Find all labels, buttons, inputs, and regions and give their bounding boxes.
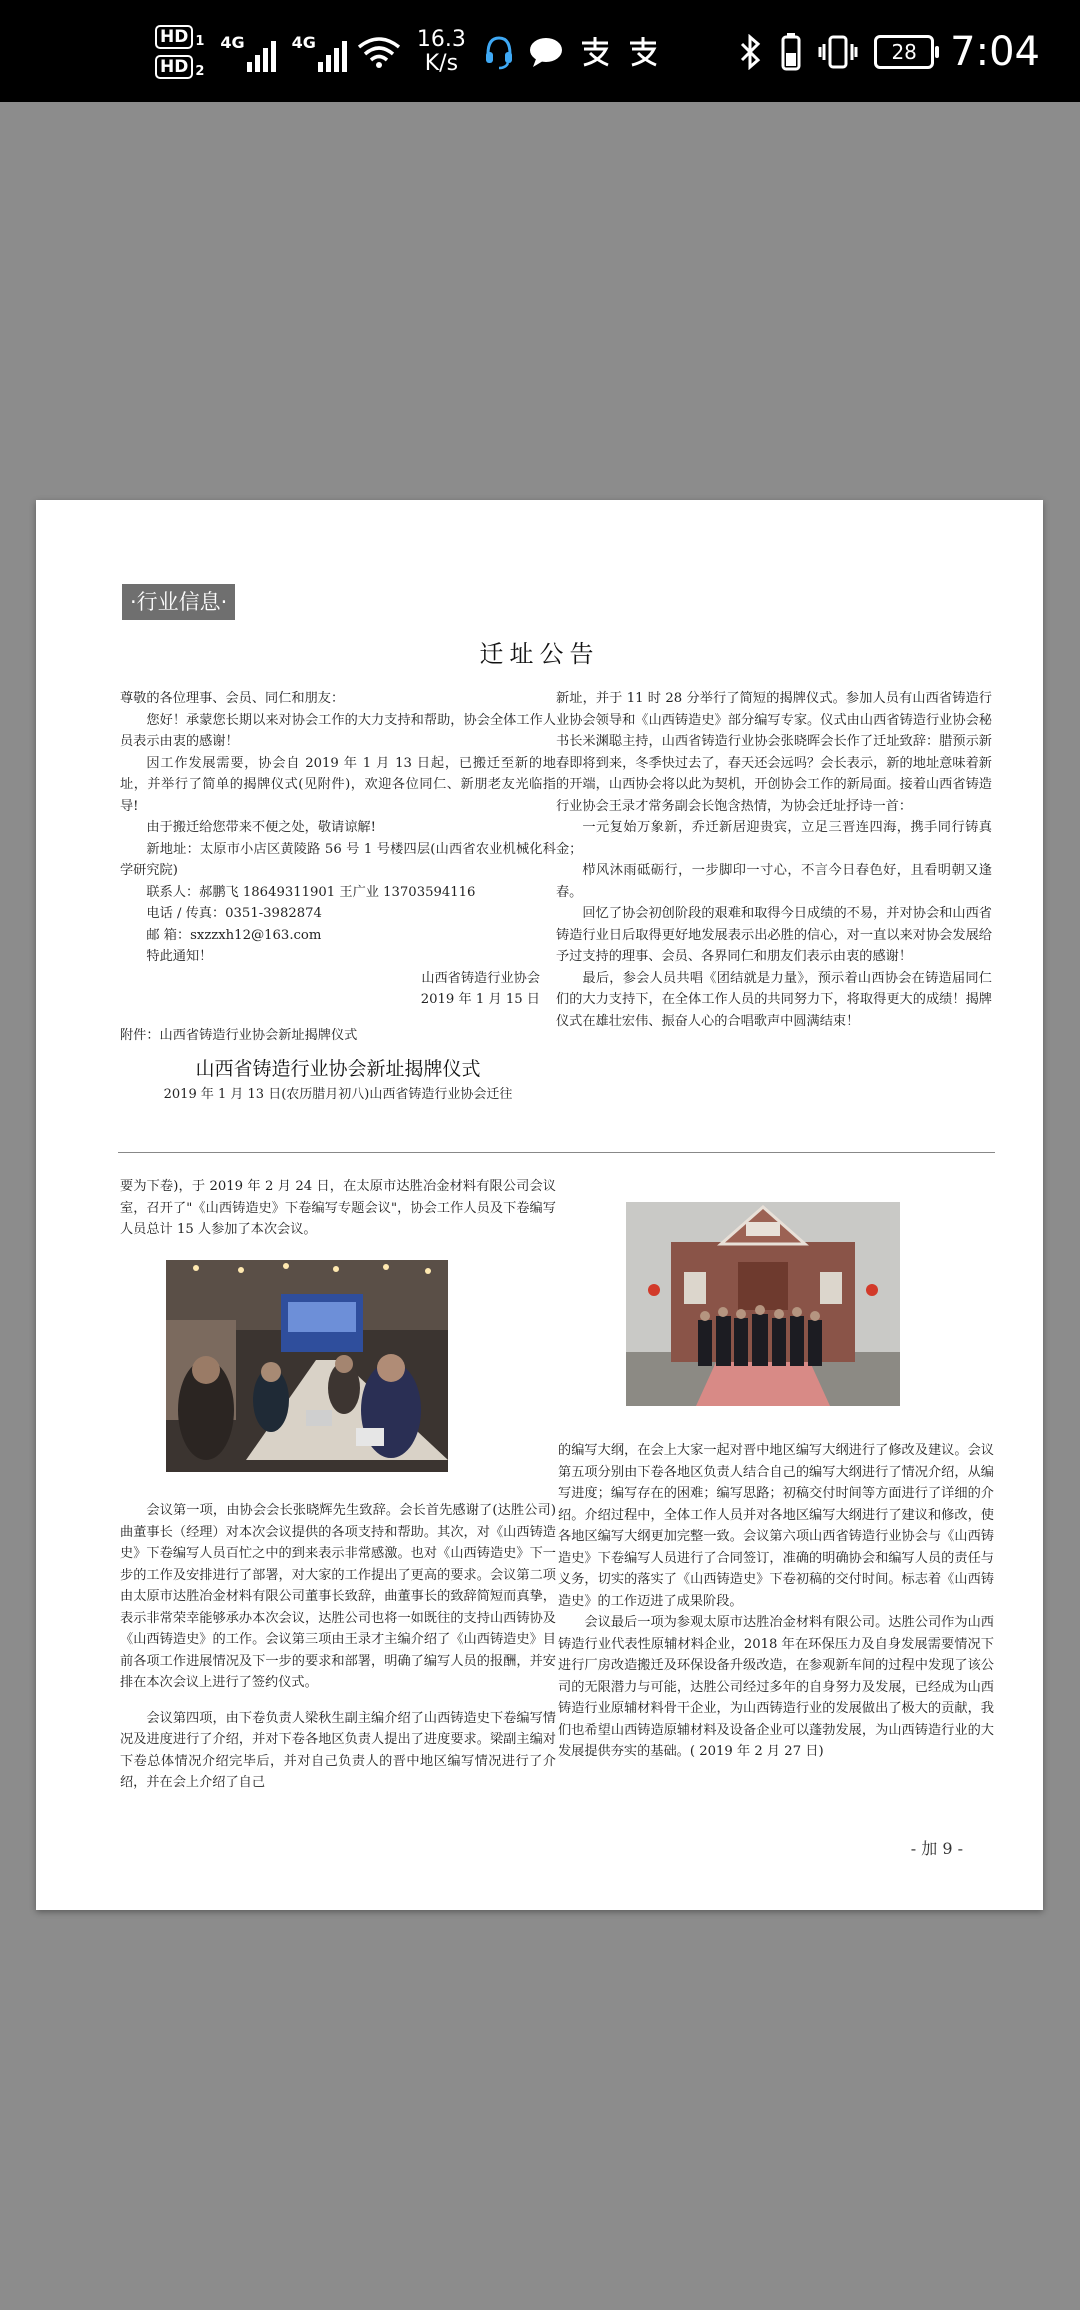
notice-phone: 电话 / 传真：0351-3982874 [146,906,322,921]
meeting-room-image [166,1260,448,1472]
notice-paragraph: 您好！承蒙您长期以来对协会工作的大力支持和帮助，协会全体工作人员表示由衷的感谢！ [120,712,556,749]
notification-icons [484,34,660,70]
status-right [738,22,1040,82]
signal-2 [292,33,347,72]
meeting-right-column [558,1440,994,1763]
clock: 7:04 [950,29,1040,75]
meeting-paragraph: 会议第一项，由协会会长张晓辉先生致辞。会长首先感谢了(达胜公司)曲董事长（经理）对本次会议提供的各项支持和帮助。其次，对《山西铸造史》下卷编写人员百忙之中的到来表示非常感激。也对《山西铸造史》下一步的工作及安排进行了部署，对大家的工作提出了更高的要求。会议第二项由太原市达胜冶金材料有限公司董事长致辞，曲董事长的致辞简短而真挚，表示非常荣幸能够承办本次会议，达胜公司也将一如既往的支持山西铸协及《山西铸造史》的工作。会议第三项由王录才主编介绍了《山西铸造史》目前各项工作进展情况及下一步的要求和部署，明确了编写人员的报酬，并安排在本次会议上进行了签约仪式。 [120,1503,556,1690]
notice-greeting: 尊敬的各位理事、会员、同仁和朋友： [120,691,345,706]
ceremony-poem-line: 一元复始万象新，乔迁新居迎贵宾，立足三晋连四海，携手同行铸真金； [556,820,992,857]
battery-level: 28 [891,40,917,64]
status-left [155,22,660,82]
group-photo-image [626,1202,900,1406]
ceremony-paragraph: 新址，并于 11 时 28 分举行了简短的揭牌仪式。参加人员有山西省铸造行业协会领导和《山西铸造史》部分编写专家。仪式由山西省铸造行业协会秘书长米渊聪主持，山西省铸造行业协会张晓晖会长作了迁址致辞：腊预示新春即将到来，冬季快过去了，春天还会远吗？会长表示，新的地址意味着新的开端，山西协会将以此为契机，开创协会工作的新局面。接着山西省铸造行业协会王录才常务副会长饱含热情，为协会迁址抒诗一首： [556,691,992,814]
notice-paragraph: 由于搬迁给您带来不便之处，敬请谅解! [146,820,376,835]
speed-unit: K/s [424,51,459,76]
document-page[interactable] [36,500,1043,1910]
notice-date: 2019 年 1 月 15 日 [420,992,540,1007]
status-bar [0,0,1080,102]
hd2-label: HD [155,55,193,79]
alipay-icon [626,35,660,69]
ceremony-date-line: 2019 年 1 月 13 日(农历腊月初八)山西省铸造行业协会迁往 [163,1087,513,1102]
section-badge: ·行业信息· [122,584,235,620]
network-speed [417,28,466,76]
hd2-sub: 2 [195,64,205,79]
signal-1 [220,33,275,72]
notice-attachment: 附件：山西省铸造行业协会新址揭牌仪式 [120,1027,358,1043]
meeting-paragraph: 会议第四项，由下卷负责人梁秋生副主编介绍了山西铸造史下卷编写情况及进度进行了介绍，并对下卷各地区负责人提出了进度要求。梁副主编对下卷总体情况介绍完毕后，并对自己负责人的晋中地区编写情况进行了介绍，并在会上介绍了自己 [120,1710,556,1790]
headset-app-icon [484,34,514,70]
bluetooth-icon [738,34,764,70]
notice-address: 新地址：太原市小店区黄陵路 56 号 1 号楼四层(山西省农业机械化科学研究院) [120,841,556,878]
wifi-icon [357,35,401,69]
hd1-label: HD [155,25,193,49]
meeting-left-column-2 [120,1500,556,1794]
ceremony-title: 山西省铸造行业协会新址揭牌仪式 [195,1058,481,1080]
notice-column [120,688,556,1106]
meeting-paragraph: 会议最后一项为参观太原市达胜冶金材料有限公司。达胜公司作为山西铸造行业代表性原辅材料企业，2018 年在环保压力及自身发展需要情况下进行厂房改造搬迁及环保设备升级改造，在参观新车间的过程中发现了该公司的无限潜力与可能，达胜公司经过多年的自身努力及发展，已经成为山西铸造行业原辅材料骨干企业，为山西铸造行业的发展做出了极大的贡献，我们也希望山西铸造原辅材料及设备企业可以蓬勃发展，为山西铸造行业的大发展提供夯实的基础。( 2019 年 2 月 27 日) [558,1615,994,1759]
ceremony-paragraph: 回忆了协会初创阶段的艰难和取得今日成绩的不易，并对协会和山西省铸造行业日后取得更好地发展表示出必胜的信心，对一直以来对协会发展给予过支持的理事、会员、各界同仁和朋友们表示由衷的感谢！ [556,906,992,964]
battery-saver-icon [780,33,802,71]
ceremony-poem-line: 栉风沐雨砥砺行，一步脚印一寸心，不言今日春色好，且看明朝又逢春。 [556,863,992,900]
notice-signature: 山西省铸造行业协会 [421,970,540,986]
vibrate-icon [818,34,858,70]
hd1-sub: 1 [195,34,205,49]
notice-title: 迁址公告 [479,640,600,668]
notice-closing: 特此通知！ [146,949,213,964]
notice-contact: 联系人：郝鹏飞 18649311901 王广业 13703594116 [146,884,476,900]
meeting-paragraph: 的编写大纲，在会上大家一起对晋中地区编写大纲进行了修改及建议。会议第五项分别由下卷各地区负责人结合自己的编写大纲进行了情况介绍，从编写进度；编写存在的困难；编写思路；初稿交付时间等方面进行了详细的介绍。介绍过程中，全体工作人员并对各地区编写大纲进行了建议和修改，使各地区编写大纲更加完整一致。会议第六项山西省铸造行业协会与《山西铸造史》下卷编写人员进行了合同签订，准确的明确协会和编写人员的责任与义务，切实的落实了《山西铸造史》下卷初稿的交付时间。标志着《山西铸造史》的工作迈进了成果阶段。 [558,1443,994,1609]
section-divider [118,1152,995,1153]
meeting-photo [166,1260,448,1472]
ceremony-column [556,688,992,1032]
notice-email: 邮 箱：sxzzxh12@163.com [146,927,322,943]
alipay-icon [578,35,612,69]
hd1-indicator [155,25,204,49]
meeting-left-column [120,1176,556,1241]
hd2-indicator [155,55,204,79]
net1-label: 4G [220,32,245,52]
meeting-paragraph: 要为下卷)，于 2019 年 2 月 24 日，在太原市达胜冶金材料有限公司会议室，召开了"《山西铸造史》下卷编写专题会议"，协会工作人员及下卷编写人员总计 15 人参加了本次会议。 [120,1179,556,1237]
signal-bars-icon [318,36,347,72]
hd-indicators [155,25,204,79]
speed-value: 16.3 [416,27,466,52]
ceremony-paragraph: 最后，参会人员共唱《团结就是力量》，预示着山西协会在铸造届同仁们的大力支持下，在全体工作人员的共同努力下，将取得更大的成绩！揭牌仪式在雄壮宏伟、振奋人心的合唱歌声中圆满结束！ [556,970,992,1029]
signal-bars-icon [247,36,276,72]
notice-paragraph: 因工作发展需要，协会自 2019 年 1 月 13 日起，已搬迁至新的地址，并举行了简单的揭牌仪式(见附件)，欢迎各位同仁、新朋老友光临指导! [120,755,556,814]
page-number: - 加 9 - [910,1839,963,1858]
battery-icon [874,35,934,69]
net2-label: 4G [291,32,316,52]
building-photo [626,1202,900,1406]
chat-bubble-icon [528,35,564,69]
